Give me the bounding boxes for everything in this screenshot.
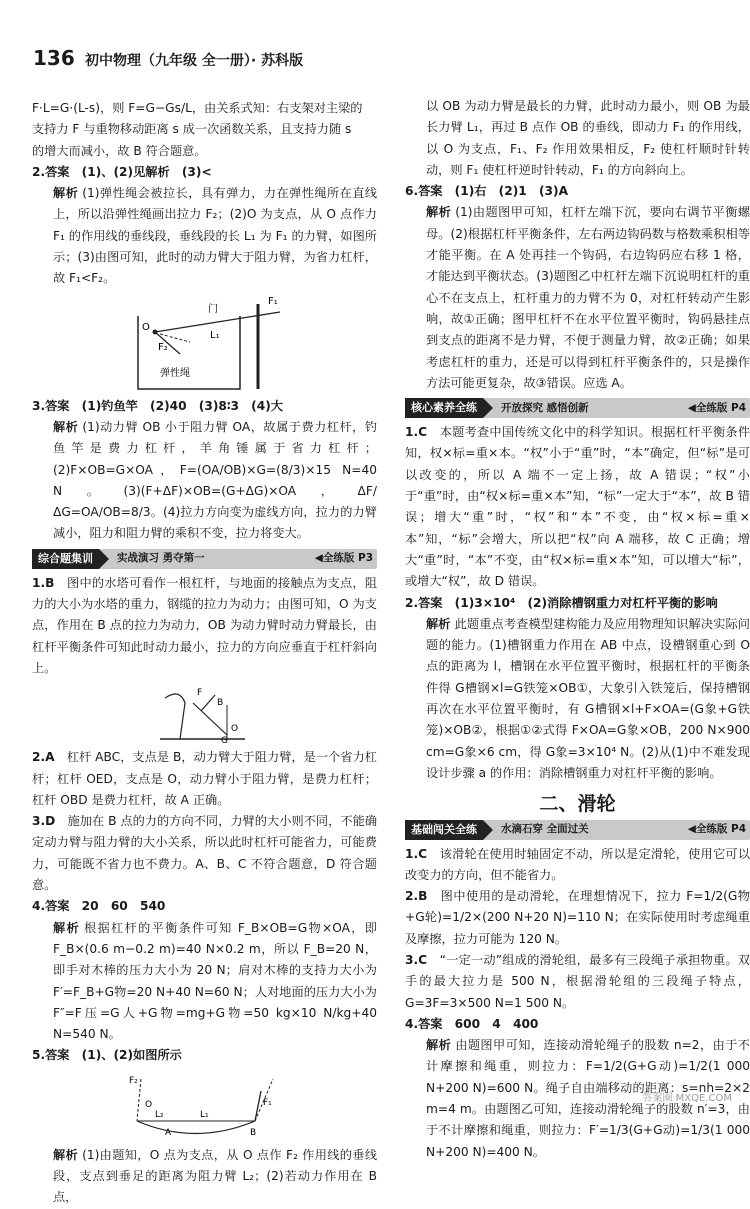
label-f2: F₂ (157, 341, 168, 353)
pole-diagram (125, 1071, 285, 1141)
label-o: O (144, 1099, 152, 1110)
right-column (405, 96, 750, 1163)
q3-analysis (32, 417, 377, 545)
q4-answer: 4.答案 20 60 540 (32, 899, 166, 914)
band-tag: 综合题集训 (32, 549, 99, 569)
q5-answer: 5.答案 (1)、(2)如图所示 (32, 1048, 182, 1063)
label-l1: L₁ (209, 329, 220, 341)
q2-answer: 2.答案 (1)、(2)见解析 (3)< (32, 164, 212, 179)
analysis-text: 由题图甲可知，连接动滑轮绳子的股数 n=2，由于不计摩擦和绳重，则拉力：F=1/2(G+G动)=1/2(1 000 N+200 N)=600 N。绳子自由端移动的距离：s=nh=2×2 m=4 m。由题图乙可知，连接动滑轮绳子的股数 n′=3，由于不计摩擦和绳重，则拉力：F′=1/3(G+G动)=1/3(1 000 N+200 N)=400 N。 (426, 1038, 750, 1159)
analysis-label: 解析 (53, 419, 79, 434)
label-l1: L₁ (199, 1109, 209, 1120)
label-f1: F₁ (262, 1097, 272, 1108)
s4-answer: 4.答案 600 4 400 (405, 1016, 539, 1031)
item-answer: 1.B (32, 575, 55, 590)
band-version: ◀全练版 P3 (314, 552, 373, 565)
q2-item (32, 747, 377, 811)
page-number: 136 (33, 46, 75, 70)
band-subtitle: 水滴石穿 全面过关 (501, 822, 589, 835)
label-f1: F₁ (267, 295, 278, 307)
band-version: ◀全练版 P4 (687, 822, 746, 835)
band-tag: 核心素养全练 (405, 398, 483, 418)
page-header (33, 46, 303, 70)
analysis-label: 解析 (426, 616, 451, 631)
c2-analysis (405, 614, 750, 784)
q5-analysis (32, 1145, 377, 1209)
s1-item (405, 844, 750, 887)
door-diagram (120, 294, 290, 392)
analysis-text: (1)动力臂 OB 小于阻力臂 OA，故属于费力杠杆，钓鱼竿是费力杠杆，羊角锤属于省力杠杆；(2)F×OB=G×OA，F=(OA/OB)×G=(8/3)×15 N=40 N。(3)(F+ΔF)×OB=(G+ΔG)×OA，ΔF/ΔG=OA/OB=8/3。(4)拉力方向变为虚线方向，拉力的力臂减小，阻力和阻力臂的乘积不变，拉力将变大。 (53, 419, 378, 541)
q1-item (32, 573, 377, 679)
item-answer: 1.C (405, 425, 428, 440)
item-answer: 2.A (32, 750, 55, 765)
label-b: B (249, 1127, 256, 1138)
section-title: 二、滑轮 (539, 793, 616, 816)
analysis-text: 此题重点考查模型建构能力及应用物理知识解决实际问题的能力。(1)槽钢重力作用在 AB 中点，设槽钢重心到 O 点的距离为 l，槽钢在水平位置平衡时，根据杠杆的平衡条件得 G槽钢×l=G铁笼×OB①，大象引入铁笼后，保持槽钢再次在水平位置平衡时，有 G槽钢×l+F×OA=(G象+G铁笼)×OB②，根据①②式得 F×OA=G象×OB，200 N×900 cm=G象×6 cm，得 G象=3×10⁴ N。(2)从(1)中不难发现设计步骤 a 的作用：消除槽钢重力对杠杆平衡的影响。 (426, 616, 750, 780)
label-f: F (196, 688, 202, 699)
analysis-text: (1)由题图甲可知，杠杆左端下沉，要向右调节平衡螺母。(2)根据杠杆平衡条件，左右两边钩码数与格数乘积相等才能平衡。在 A 处再挂一个钩码，右边钩码应右移 1 格，才能达到平衡状态。(3)题图乙中杠杆左端下沉说明杠杆的重心不在支点上，杠杆重力的力臂不为 0，对杠杆转动产生影响，故①正确；图甲杠杆不在水平位置平衡时，钩码悬挂点到支点的距离不是力臂，不便于测量力臂，故②正确；如果考虑杠杆的重力，还是可以得到杠杆平衡条件的，只是操作方法可能更复杂，故③错误。应选 A。 (426, 205, 750, 390)
analysis-text: (1)由题知，O 点为支点，从 O 点作 F₂ 作用线的垂线段，支点到垂足的距离为阻力臂 L₂；(2)若动力作用在 B 点， (53, 1147, 378, 1205)
item-text: 该滑轮在使用时轴固定不动，所以是定滑轮，使用它可以改变力的方向，但不能省力。 (405, 846, 750, 882)
text-line: 支持力 F 与重物移动距离 s 成一次函数关系，且支持力随 s (32, 122, 352, 137)
q6-analysis (405, 202, 750, 394)
figure-pole (32, 1071, 377, 1141)
item-answer: 1.C (405, 846, 428, 861)
figure-door-lever (32, 294, 377, 392)
analysis-text: 根据杠杆的平衡条件可知 F_B×OB=G物×OA，即 F_B×(0.6 m−0.2 m)=40 N×0.2 m，所以 F_B=20 N，即手对木棒的压力大小为 20 N；肩对木棒的支持力大小为 F′=F_B+G物=20 N+40 N=60 N；人对地面的压力大小为 F″=F压=G人+G物=mg+G物=50 kg×10 N/kg+40 N=540 N。 (53, 920, 377, 1042)
analysis-label: 解析 (426, 1038, 452, 1053)
c2-answer: 2.答案 (1)3×10⁴ (2)消除槽钢重力对杠杆平衡的影响 (405, 595, 718, 610)
item-answer: 3.D (32, 814, 56, 829)
analysis-label: 解析 (53, 186, 79, 201)
continued-text: 以 OB 为动力臂是最长的力臂，此时动力最小，则 OB 为最长力臂 L₁，再过 B 点作 OB 的垂线，即动力 F₁ 的作用线，以 O 为支点，F₁、F₂ 作用效果相反，F₂ 使杠杆顺时针转动，则 F₁ 使杠杆逆时针转动，F₁ 的方向斜向上。 (426, 99, 750, 177)
item-text: “一定一动”组成的滑轮组，最多有三段绳子承担物重。双手的最大拉力是 500 N，根据滑轮组的三段绳子特点，G=3F=3×500 N=1 500 N。 (405, 952, 750, 1010)
label-rope: 弹性绳 (159, 367, 190, 379)
label-l2: L₂ (154, 1109, 164, 1120)
q6-answer: 6.答案 (1)右 (2)1 (3)A (405, 184, 569, 199)
band-subtitle: 实战演习 勇夺第一 (117, 552, 205, 565)
label-b: B (216, 698, 223, 709)
left-column (32, 98, 377, 1209)
item-text: 杠杆 ABC，支点是 B，动力臂大于阻力臂，是一个省力杠杆；杠杆 OED，支点是 O，动力臂小于阻力臂，是费力杠杆；杠杆 OBD 是费力杠杆，故 A 正确。 (32, 750, 377, 807)
section-band (405, 820, 750, 840)
text-line: 的增大而减小，故 B 符合题意。 (32, 143, 207, 158)
band-tag: 基础闯关全练 (405, 820, 483, 840)
figure-water-tower (32, 683, 377, 743)
item-text: 图中使用的是动滑轮，在理想情况下，拉力 F=1/2(G物+G轮)=1/2×(200 N+20 N)=110 N；在实际使用时考虑绳重及摩擦，拉力可能为 120 N。 (405, 889, 750, 946)
band-subtitle: 开放探究 感悟创新 (501, 401, 589, 414)
analysis-label: 解析 (426, 205, 452, 220)
c1-item (405, 422, 750, 592)
item-answer: 2.B (405, 889, 428, 904)
label-g: G (220, 736, 228, 744)
q4-analysis (32, 918, 377, 1046)
analysis-label: 解析 (53, 920, 81, 935)
item-answer: 3.C (405, 952, 428, 967)
band-version: ◀全练版 P4 (687, 401, 746, 414)
text-line: F·L=G·(L-s)，则 F=G−Gs/L，由关系式知：右支架对主梁的 (32, 101, 363, 115)
q3-item (32, 811, 377, 896)
item-text: 施加在 B 点的力的方向不同，力臂的大小则不同，不能确定动力臂与阻力臂的大小关系，所以此时杠杆可能省力，可能费力，可能既不省力也不费力。A、B、C 不符合题意，D 符合题意。 (32, 814, 378, 893)
item-text: 图中的水塔可看作一根杠杆，与地面的接触点为支点，阻力的大小为水塔的重力，钢缆的拉力为动力；由图可知，O 为支点，作用在 B 点的拉力为动力，OB 为动力臂时动力臂最长，由杠杆平衡条件可知此时动力最小，拉力的方向应垂直于杠杆斜向上。 (32, 575, 378, 675)
analysis-text: (1)弹性绳会被拉长，具有弹力，力在弹性绳所在直线上，所以沿弹性绳画出拉力 F₂；(2)O 为支点，从 O 点作力 F₁ 的作用线的垂线段，垂线段的长 L₁ 为 F₁ 的力臂，如图所示；(3)由图可知，此时的动力臂大于阻力臂，为省力杠杆，故 F₁<F₂。 (53, 186, 378, 286)
book-title: 初中物理（九年级 全一册）· 苏科版 (85, 53, 304, 69)
label-o: O (230, 724, 238, 735)
s2-item (405, 886, 750, 950)
analysis-label: 解析 (53, 1147, 79, 1162)
section-band (32, 549, 377, 569)
label-f2: F₂ (128, 1075, 138, 1086)
item-text: 本题考查中国传统文化中的科学知识。根据杠杆平衡条件知，权×标=重×本。“权”小于“重”时，“本”确定，但“标”是可以改变的，所以 A 端不一定上扬，故 A 错误；“权”小于“重”时，由“权×标=重×本”知，“标”一定大于“本”，故 B 错误；增大“重”时，“权”和“本”不变，由“权×标=重×本”知，“标”会增大，所以把“权”向 A 端移，故 C 正确；增大“重”时，“本”不变，由“权×标=重×本”知，可以增大“标”，或增大“权”，故 D 错误。 (405, 425, 750, 589)
label-a: A (164, 1127, 171, 1138)
q3-answer: 3.答案 (1)钓鱼竿 (2)40 (3)8∶3 (4)大 (32, 398, 283, 413)
section-band (405, 398, 750, 418)
label-o: O (141, 321, 150, 333)
tower-diagram (155, 683, 255, 743)
q2-analysis (32, 183, 377, 289)
watermark: 答案圈 MXQE.COM (642, 1093, 732, 1104)
s3-item (405, 950, 750, 1014)
label-door: 门 (207, 303, 218, 315)
